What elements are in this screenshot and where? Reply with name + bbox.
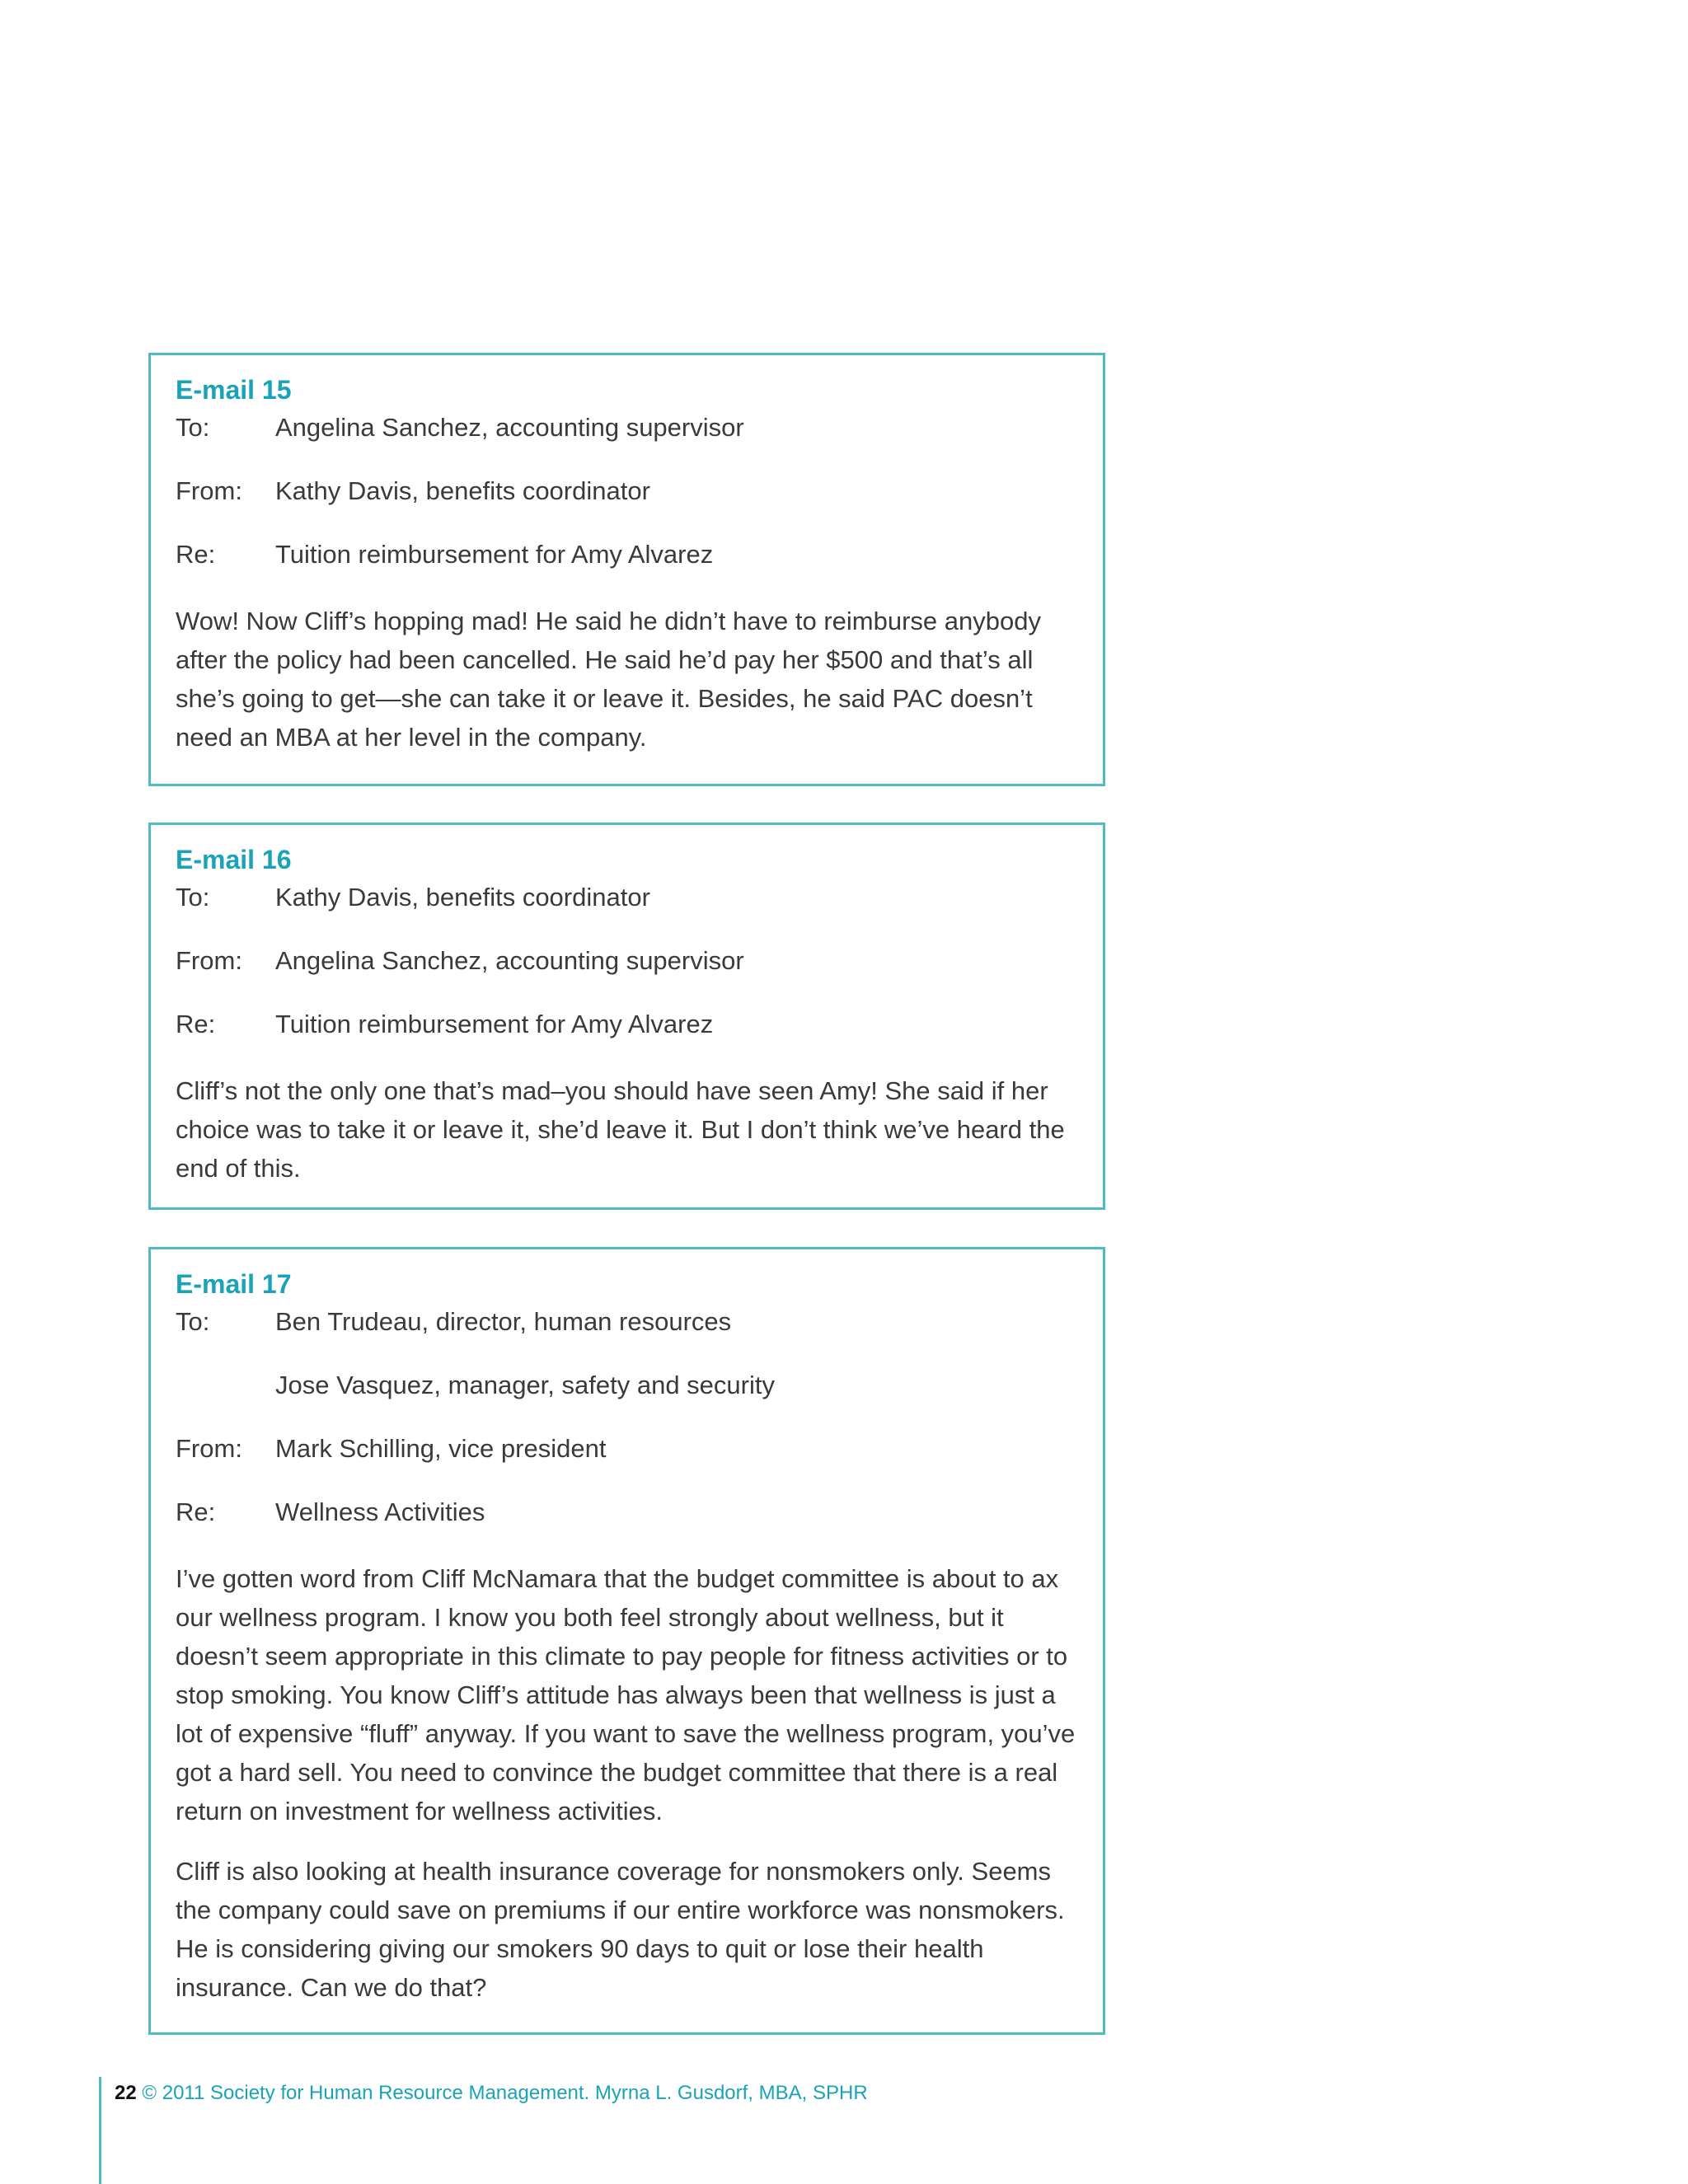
re-label: Re:: [176, 1497, 216, 1526]
email-body-paragraph: I’ve gotten word from Cliff McNamara that the budget committee is about to ax our wellness program. I know you both feel strongly about wellness, but it doesn’t seem appropriate in this climate to pay people for fitness activities or to stop smoking. You know Cliff’s attitude has always been that wellness is just a lot of expensive “fluff” anyway. If you want to save the wellness program, you’ve got a hard sell. You need to convince the budget committee that there is a real return on investment for wellness activities.: [176, 1564, 1076, 1825]
page-footer: [99, 2077, 868, 2184]
from-value: Mark Schilling, vice president: [275, 1434, 607, 1463]
re-value: Tuition reimbursement for Amy Alvarez: [275, 1010, 714, 1038]
from-label: From:: [176, 946, 242, 975]
re-label: Re:: [176, 1010, 216, 1038]
to-row: [176, 881, 1078, 914]
to-label: To:: [176, 883, 210, 912]
email-title: E-mail 15: [176, 375, 292, 405]
re-row: [176, 538, 1078, 571]
re-value: Wellness Activities: [275, 1497, 485, 1526]
to-row: [176, 1305, 1078, 1338]
from-row: [176, 944, 1078, 977]
to-row: [176, 411, 1078, 444]
to-value: Angelina Sanchez, accounting supervisor: [275, 413, 744, 442]
email-body-paragraph: Cliff’s not the only one that’s mad–you should have seen Amy! She said if her choice was to take it or leave it, she’d leave it. But I don’t think we’ve heard the end of this.: [176, 1076, 1065, 1183]
to-label: To:: [176, 1307, 210, 1336]
from-label: From:: [176, 476, 242, 505]
to-value: Kathy Davis, benefits coordinator: [275, 883, 650, 912]
email-15-box: [148, 353, 1105, 786]
email-body-paragraph: Cliff is also looking at health insurance coverage for nonsmokers only. Seems the company could save on premiums if our entire workforce was nonsmokers. He is considering giving our smokers 90 days to quit or lose their health insurance. Can we do that?: [176, 1857, 1065, 2002]
email-body-paragraph: Wow! Now Cliff’s hopping mad! He said he didn’t have to reimburse anybody after the policy had been cancelled. He said he’d pay her $500 and that’s all she’s going to get—she can take it or leave it. Besides, he said PAC doesn’t need an MBA at her level in the company.: [176, 607, 1041, 752]
copyright-notice: © 2011 Society for Human Resource Management. Myrna L. Gusdorf, MBA, SPHR: [142, 2082, 868, 2104]
from-row: [176, 475, 1078, 508]
email-16-box: [148, 823, 1105, 1210]
email-title: E-mail 17: [176, 1269, 292, 1299]
to-value: Ben Trudeau, director, human resources: [275, 1307, 732, 1336]
from-value: Angelina Sanchez, accounting supervisor: [275, 946, 744, 975]
email-title: E-mail 16: [176, 845, 292, 874]
to-label: To:: [176, 413, 210, 442]
from-label: From:: [176, 1434, 242, 1463]
from-value: Kathy Davis, benefits coordinator: [275, 476, 650, 505]
page-number: 22: [115, 2082, 137, 2104]
to-row-secondary: [176, 1369, 1078, 1402]
re-label: Re:: [176, 540, 216, 569]
re-row: [176, 1496, 1078, 1529]
email-17-box: [148, 1247, 1105, 2035]
to-value-secondary: Jose Vasquez, manager, safety and security: [275, 1371, 775, 1399]
to-label-spacer: [176, 1369, 275, 1402]
from-row: [176, 1432, 1078, 1465]
re-row: [176, 1008, 1078, 1041]
re-value: Tuition reimbursement for Amy Alvarez: [275, 540, 714, 569]
